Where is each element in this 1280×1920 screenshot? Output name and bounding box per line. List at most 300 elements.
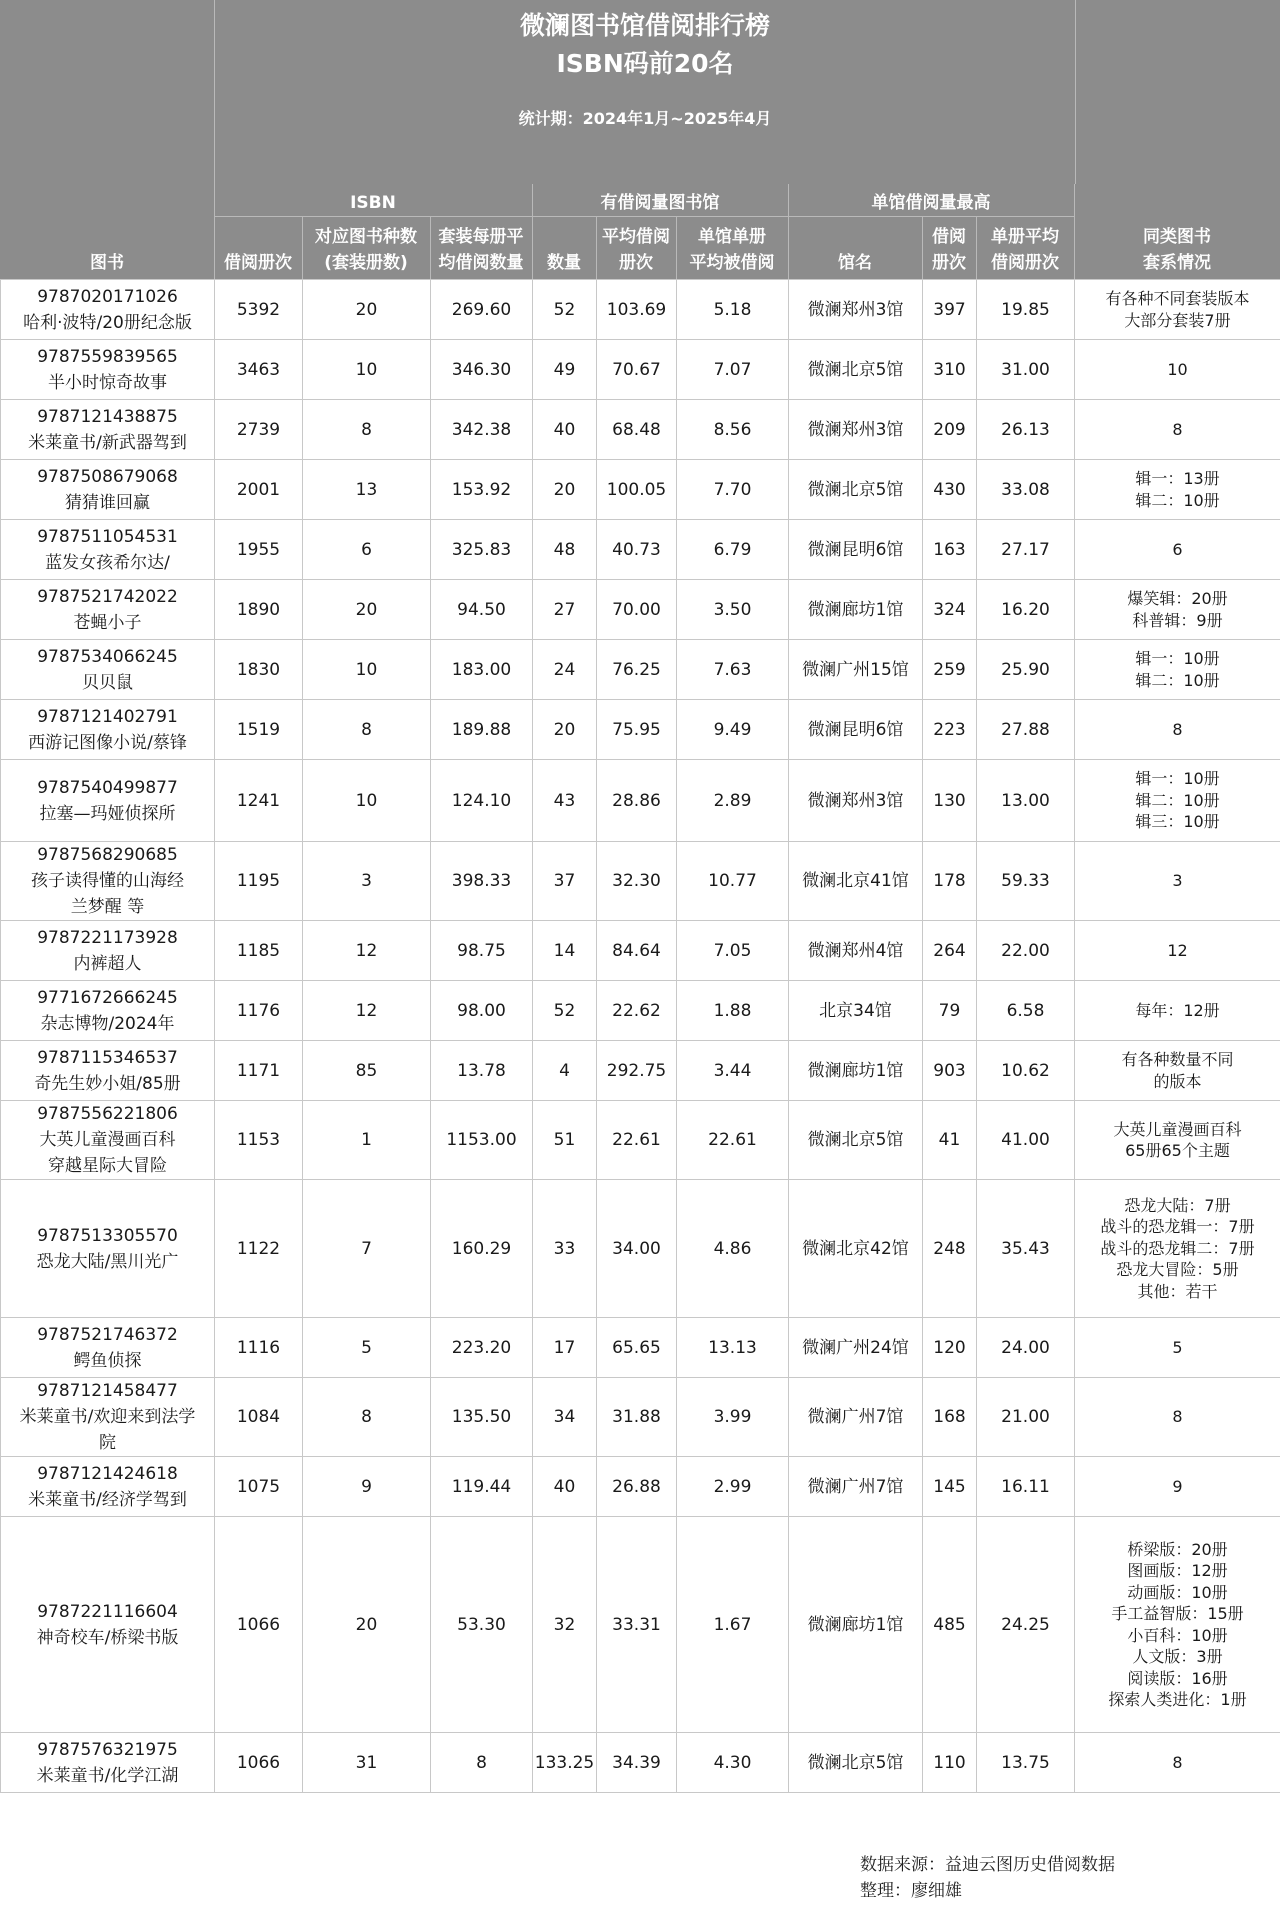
series-info: 辑一：10册 辑二：10册 — [1075, 640, 1280, 700]
book-cell — [1, 981, 215, 1041]
title-block — [214, 0, 1076, 184]
borrow-count: 1830 — [215, 640, 303, 700]
single-average: 7.63 — [677, 640, 789, 700]
book-kinds: 10 — [303, 340, 431, 400]
single-average: 8.56 — [677, 400, 789, 460]
isbn: 9787556221806 — [37, 1104, 178, 1124]
average-borrow: 70.00 — [597, 580, 677, 640]
top-average: 41.00 — [977, 1101, 1075, 1180]
borrow-count: 1122 — [215, 1180, 303, 1318]
book-name: 苍蝇小子 — [73, 612, 142, 633]
single-average: 1.88 — [677, 981, 789, 1041]
average-borrow: 22.61 — [597, 1101, 677, 1180]
book-name: 杂志博物/2024年 — [40, 1013, 175, 1034]
table-row — [1, 520, 1280, 580]
library-count: 20 — [533, 700, 597, 760]
top-average: 19.85 — [977, 280, 1075, 340]
series-info: 有各种数量不同 的版本 — [1075, 1041, 1280, 1101]
isbn: 9787521746372 — [37, 1324, 178, 1345]
average-borrow: 34.00 — [597, 1180, 677, 1318]
series-info: 爆笑辑：20册 科普辑：9册 — [1075, 580, 1280, 640]
top-average: 33.08 — [977, 460, 1075, 520]
book-cell — [1, 340, 215, 400]
isbn: 9771672666245 — [37, 987, 178, 1008]
top-average: 22.00 — [977, 921, 1075, 981]
top-average: 31.00 — [977, 340, 1075, 400]
borrow-count: 3463 — [215, 340, 303, 400]
group-header-isbn: ISBN — [214, 184, 532, 217]
library-count: 32 — [533, 1517, 597, 1733]
book-kinds: 20 — [303, 1517, 431, 1733]
group-header-top-library: 单馆借阅量最高 — [788, 184, 1074, 217]
page-title: 微澜图书馆借阅排行榜 — [519, 11, 770, 40]
isbn: 9787221173928 — [37, 927, 178, 948]
top-borrow: 145 — [923, 1457, 977, 1517]
data-source: 数据来源：益迪云图历史借阅数据 — [860, 1855, 1115, 1875]
table-row — [1, 981, 1280, 1041]
book-kinds: 5 — [303, 1318, 431, 1378]
book-name: 拉塞—玛娅侦探所 — [39, 803, 176, 824]
borrow-count: 1075 — [215, 1457, 303, 1517]
series-info: 8 — [1075, 1733, 1280, 1793]
table-row — [1, 1733, 1280, 1793]
library-count: 4 — [533, 1041, 597, 1101]
book-kinds: 85 — [303, 1041, 431, 1101]
set-average: 1153.00 — [431, 1101, 533, 1180]
book-name: 贝贝鼠 — [82, 672, 133, 693]
single-average: 7.70 — [677, 460, 789, 520]
average-borrow: 34.39 — [597, 1733, 677, 1793]
top-average: 25.90 — [977, 640, 1075, 700]
book-name: 神奇校车/桥梁书版 — [36, 1627, 179, 1648]
library-count: 27 — [533, 580, 597, 640]
set-average: 342.38 — [431, 400, 533, 460]
top-borrow: 163 — [923, 520, 977, 580]
book-name: 蓝发女孩希尔达/ — [45, 552, 170, 573]
top-borrow: 430 — [923, 460, 977, 520]
book-cell — [1, 1733, 215, 1793]
top-average: 13.00 — [977, 760, 1075, 842]
library-count: 52 — [533, 280, 597, 340]
isbn: 9787221116604 — [37, 1601, 178, 1622]
col-header-book: 图书 — [90, 253, 124, 273]
table-row — [1, 460, 1280, 520]
library-name: 微澜北京5馆 — [789, 460, 923, 520]
series-info: 有各种不同套装版本 大部分套装7册 — [1075, 280, 1280, 340]
isbn: 9787511054531 — [37, 526, 178, 547]
book-kinds: 3 — [303, 842, 431, 921]
single-average: 1.67 — [677, 1517, 789, 1733]
average-borrow: 26.88 — [597, 1457, 677, 1517]
book-cell — [1, 580, 215, 640]
book-kinds: 10 — [303, 760, 431, 842]
book-name: 米莱童书/新武器驾到 — [28, 432, 187, 453]
header-divider — [532, 184, 533, 279]
set-average: 8 — [431, 1733, 533, 1793]
footer — [860, 1852, 1115, 1904]
library-count: 133.25 — [533, 1733, 597, 1793]
top-borrow: 259 — [923, 640, 977, 700]
table-row — [1, 842, 1280, 921]
library-count: 17 — [533, 1318, 597, 1378]
book-name: 米莱童书/欢迎来到法学 院 — [19, 1407, 196, 1453]
book-kinds: 12 — [303, 981, 431, 1041]
header-divider — [302, 217, 303, 279]
isbn: 9787568290685 — [37, 845, 178, 865]
single-average: 3.44 — [677, 1041, 789, 1101]
average-borrow: 68.48 — [597, 400, 677, 460]
table-row — [1, 1517, 1280, 1733]
book-kinds: 9 — [303, 1457, 431, 1517]
col-header-single-avg: 单馆单册 平均被借阅 — [689, 227, 775, 273]
set-average: 269.60 — [431, 280, 533, 340]
set-average: 53.30 — [431, 1517, 533, 1733]
library-name: 微澜北京5馆 — [789, 1733, 923, 1793]
book-kinds: 20 — [303, 580, 431, 640]
top-borrow: 903 — [923, 1041, 977, 1101]
set-average: 124.10 — [431, 760, 533, 842]
library-name: 微澜昆明6馆 — [789, 520, 923, 580]
average-borrow: 32.30 — [597, 842, 677, 921]
library-name: 微澜广州24馆 — [789, 1318, 923, 1378]
col-header-kinds: 对应图书种数 (套装册数) — [315, 227, 417, 273]
table-row — [1, 640, 1280, 700]
series-info: 辑一：10册 辑二：10册 辑三：10册 — [1075, 760, 1280, 842]
isbn: 9787121458477 — [37, 1381, 178, 1401]
group-header-libraries: 有借阅量图书馆 — [532, 184, 788, 217]
average-borrow: 70.67 — [597, 340, 677, 400]
editor-credit: 整理：廖细雄 — [860, 1881, 962, 1901]
series-info: 9 — [1075, 1457, 1280, 1517]
borrow-count: 2739 — [215, 400, 303, 460]
book-name: 米莱童书/经济学驾到 — [28, 1489, 187, 1510]
top-average: 59.33 — [977, 842, 1075, 921]
top-average: 6.58 — [977, 981, 1075, 1041]
col-header-top-borrow: 借阅 册次 — [932, 227, 966, 273]
library-name: 微澜北京41馆 — [789, 842, 923, 921]
header-divider — [788, 184, 789, 279]
library-name: 微澜廊坊1馆 — [789, 1517, 923, 1733]
library-name: 微澜北京5馆 — [789, 340, 923, 400]
top-borrow: 110 — [923, 1733, 977, 1793]
series-info: 6 — [1075, 520, 1280, 580]
series-info: 辑一：13册 辑二：10册 — [1075, 460, 1280, 520]
book-name: 猜猜谁回赢 — [65, 492, 150, 513]
library-count: 40 — [533, 1457, 597, 1517]
library-name: 微澜廊坊1馆 — [789, 580, 923, 640]
series-info: 8 — [1075, 1378, 1280, 1457]
borrow-count: 1066 — [215, 1517, 303, 1733]
library-name: 微澜郑州3馆 — [789, 400, 923, 460]
book-kinds: 1 — [303, 1101, 431, 1180]
borrow-count: 5392 — [215, 280, 303, 340]
book-kinds: 20 — [303, 280, 431, 340]
book-kinds: 13 — [303, 460, 431, 520]
top-borrow: 41 — [923, 1101, 977, 1180]
top-average: 27.17 — [977, 520, 1075, 580]
set-average: 98.75 — [431, 921, 533, 981]
table-row — [1, 1318, 1280, 1378]
library-name: 微澜廊坊1馆 — [789, 1041, 923, 1101]
book-cell — [1, 1517, 215, 1733]
set-average: 13.78 — [431, 1041, 533, 1101]
isbn: 9787121402791 — [37, 706, 178, 727]
top-average: 35.43 — [977, 1180, 1075, 1318]
table-row — [1, 340, 1280, 400]
book-name: 鳄鱼侦探 — [73, 1350, 142, 1371]
col-header-lib-name: 馆名 — [838, 253, 872, 273]
library-count: 24 — [533, 640, 597, 700]
book-cell — [1, 760, 215, 842]
book-cell — [1, 1041, 215, 1101]
book-name: 恐龙大陆/黑川光广 — [36, 1251, 179, 1272]
borrow-count: 1195 — [215, 842, 303, 921]
series-info: 桥梁版：20册 图画版：12册 动画版：10册 手工益智版：15册 小百科：10册 人文版：3册 阅读版：16册 探索人类进化：1册 — [1075, 1517, 1280, 1733]
borrow-count: 1955 — [215, 520, 303, 580]
set-average: 325.83 — [431, 520, 533, 580]
single-average: 5.18 — [677, 280, 789, 340]
average-borrow: 75.95 — [597, 700, 677, 760]
set-average: 94.50 — [431, 580, 533, 640]
col-header-set-avg: 套装每册平 均借阅数量 — [438, 227, 524, 273]
series-info: 10 — [1075, 340, 1280, 400]
set-average: 98.00 — [431, 981, 533, 1041]
header-divider — [922, 217, 923, 279]
col-header-lib-count: 数量 — [547, 253, 581, 273]
average-borrow: 22.62 — [597, 981, 677, 1041]
table-row — [1, 1041, 1280, 1101]
book-cell — [1, 1457, 215, 1517]
top-average: 10.62 — [977, 1041, 1075, 1101]
library-count: 14 — [533, 921, 597, 981]
library-count: 52 — [533, 981, 597, 1041]
single-average: 6.79 — [677, 520, 789, 580]
top-average: 13.75 — [977, 1733, 1075, 1793]
library-name: 微澜郑州4馆 — [789, 921, 923, 981]
library-count: 48 — [533, 520, 597, 580]
top-borrow: 223 — [923, 700, 977, 760]
top-borrow: 310 — [923, 340, 977, 400]
page-subtitle: ISBN码前20名 — [556, 49, 734, 78]
borrow-count: 1153 — [215, 1101, 303, 1180]
single-average: 10.77 — [677, 842, 789, 921]
isbn: 9787534066245 — [37, 646, 178, 667]
set-average: 346.30 — [431, 340, 533, 400]
borrow-count: 1185 — [215, 921, 303, 981]
top-borrow: 120 — [923, 1318, 977, 1378]
borrow-count: 1519 — [215, 700, 303, 760]
series-info: 8 — [1075, 400, 1280, 460]
set-average: 398.33 — [431, 842, 533, 921]
book-kinds: 12 — [303, 921, 431, 981]
library-count: 43 — [533, 760, 597, 842]
isbn: 9787521742022 — [37, 586, 178, 607]
single-average: 3.99 — [677, 1378, 789, 1457]
table-row — [1, 1101, 1280, 1180]
book-name: 哈利·波特/20册纪念版 — [23, 312, 192, 333]
single-average: 2.89 — [677, 760, 789, 842]
borrow-count: 2001 — [215, 460, 303, 520]
library-name: 微澜广州7馆 — [789, 1378, 923, 1457]
set-average: 183.00 — [431, 640, 533, 700]
library-name: 微澜广州15馆 — [789, 640, 923, 700]
library-count: 34 — [533, 1378, 597, 1457]
top-borrow: 397 — [923, 280, 977, 340]
library-name: 微澜北京5馆 — [789, 1101, 923, 1180]
book-name: 奇先生妙小姐/85册 — [34, 1073, 181, 1094]
isbn: 9787121424618 — [37, 1463, 178, 1484]
set-average: 160.29 — [431, 1180, 533, 1318]
book-cell — [1, 1378, 215, 1457]
average-borrow: 292.75 — [597, 1041, 677, 1101]
statistics-period: 统计期：2024年1月~2025年4月 — [518, 109, 772, 128]
top-borrow: 264 — [923, 921, 977, 981]
book-name: 大英儿童漫画百科 穿越星际大冒险 — [39, 1130, 176, 1176]
book-cell — [1, 700, 215, 760]
isbn: 9787513305570 — [37, 1225, 178, 1246]
set-average: 189.88 — [431, 700, 533, 760]
book-kinds: 8 — [303, 400, 431, 460]
single-average: 7.07 — [677, 340, 789, 400]
borrow-count: 1171 — [215, 1041, 303, 1101]
header-divider — [214, 184, 215, 279]
table-row — [1, 1180, 1280, 1318]
top-average: 24.25 — [977, 1517, 1075, 1733]
table-body — [1, 280, 1280, 1793]
top-borrow: 248 — [923, 1180, 977, 1318]
ranking-table — [0, 279, 1280, 1793]
book-cell — [1, 1101, 215, 1180]
borrow-count: 1241 — [215, 760, 303, 842]
top-average: 16.20 — [977, 580, 1075, 640]
single-average: 7.05 — [677, 921, 789, 981]
book-name: 米莱童书/化学江湖 — [36, 1765, 179, 1786]
book-name: 半小时惊奇故事 — [48, 372, 167, 393]
book-cell — [1, 460, 215, 520]
library-count: 51 — [533, 1101, 597, 1180]
average-borrow: 103.69 — [597, 280, 677, 340]
table-row — [1, 1378, 1280, 1457]
book-name: 内裤超人 — [73, 953, 142, 974]
single-average: 2.99 — [677, 1457, 789, 1517]
average-borrow: 65.65 — [597, 1318, 677, 1378]
average-borrow: 28.86 — [597, 760, 677, 842]
library-name: 北京34馆 — [789, 981, 923, 1041]
book-kinds: 10 — [303, 640, 431, 700]
library-name: 微澜北京42馆 — [789, 1180, 923, 1318]
borrow-count: 1066 — [215, 1733, 303, 1793]
col-header-series: 同类图书 套系情况 — [1143, 227, 1211, 273]
col-header-borrow: 借阅册次 — [224, 253, 292, 273]
isbn: 9787115346537 — [37, 1047, 178, 1068]
series-info: 8 — [1075, 700, 1280, 760]
series-info: 每年：12册 — [1075, 981, 1280, 1041]
average-borrow: 31.88 — [597, 1378, 677, 1457]
top-borrow: 79 — [923, 981, 977, 1041]
book-cell — [1, 400, 215, 460]
set-average: 223.20 — [431, 1318, 533, 1378]
top-borrow: 324 — [923, 580, 977, 640]
book-cell — [1, 1180, 215, 1318]
borrow-count: 1176 — [215, 981, 303, 1041]
col-header-top-avg: 单册平均 借阅册次 — [991, 227, 1059, 273]
book-kinds: 6 — [303, 520, 431, 580]
book-kinds: 8 — [303, 1378, 431, 1457]
isbn: 9787020171026 — [37, 286, 178, 307]
book-name: 孩子读得懂的山海经 兰梦醒 等 — [31, 871, 184, 917]
top-average: 27.88 — [977, 700, 1075, 760]
book-cell — [1, 1318, 215, 1378]
library-name: 微澜昆明6馆 — [789, 700, 923, 760]
top-average: 16.11 — [977, 1457, 1075, 1517]
header-divider — [676, 217, 677, 279]
top-borrow: 485 — [923, 1517, 977, 1733]
average-borrow: 100.05 — [597, 460, 677, 520]
single-average: 9.49 — [677, 700, 789, 760]
borrow-count: 1084 — [215, 1378, 303, 1457]
book-cell — [1, 280, 215, 340]
isbn: 9787559839565 — [37, 346, 178, 367]
header-band — [0, 0, 1280, 279]
series-info: 5 — [1075, 1318, 1280, 1378]
book-name: 西游记图像小说/蔡锋 — [28, 732, 187, 753]
header-divider — [596, 217, 597, 279]
top-borrow: 130 — [923, 760, 977, 842]
library-count: 20 — [533, 460, 597, 520]
top-borrow: 209 — [923, 400, 977, 460]
isbn: 9787540499877 — [37, 777, 178, 798]
book-cell — [1, 921, 215, 981]
isbn: 9787508679068 — [37, 466, 178, 487]
table-row — [1, 700, 1280, 760]
table-row — [1, 280, 1280, 340]
top-borrow: 178 — [923, 842, 977, 921]
series-info: 大英儿童漫画百科 65册65个主题 — [1075, 1101, 1280, 1180]
header-divider — [976, 217, 977, 279]
library-count: 49 — [533, 340, 597, 400]
average-borrow: 40.73 — [597, 520, 677, 580]
borrow-count: 1890 — [215, 580, 303, 640]
isbn: 9787576321975 — [37, 1739, 178, 1760]
header-divider — [1074, 184, 1075, 279]
book-kinds: 8 — [303, 700, 431, 760]
table-row — [1, 1457, 1280, 1517]
single-average: 3.50 — [677, 580, 789, 640]
borrow-count: 1116 — [215, 1318, 303, 1378]
book-kinds: 7 — [303, 1180, 431, 1318]
book-kinds: 31 — [303, 1733, 431, 1793]
single-average: 22.61 — [677, 1101, 789, 1180]
book-cell — [1, 640, 215, 700]
table-row — [1, 921, 1280, 981]
library-count: 40 — [533, 400, 597, 460]
header-divider — [430, 217, 431, 279]
series-info: 12 — [1075, 921, 1280, 981]
isbn: 9787121438875 — [37, 406, 178, 427]
library-name: 微澜郑州3馆 — [789, 280, 923, 340]
average-borrow: 33.31 — [597, 1517, 677, 1733]
top-borrow: 168 — [923, 1378, 977, 1457]
top-average: 24.00 — [977, 1318, 1075, 1378]
library-count: 37 — [533, 842, 597, 921]
set-average: 153.92 — [431, 460, 533, 520]
average-borrow: 76.25 — [597, 640, 677, 700]
col-header-avg-borrow: 平均借阅 册次 — [602, 227, 670, 273]
single-average: 4.86 — [677, 1180, 789, 1318]
top-average: 26.13 — [977, 400, 1075, 460]
set-average: 119.44 — [431, 1457, 533, 1517]
average-borrow: 84.64 — [597, 921, 677, 981]
